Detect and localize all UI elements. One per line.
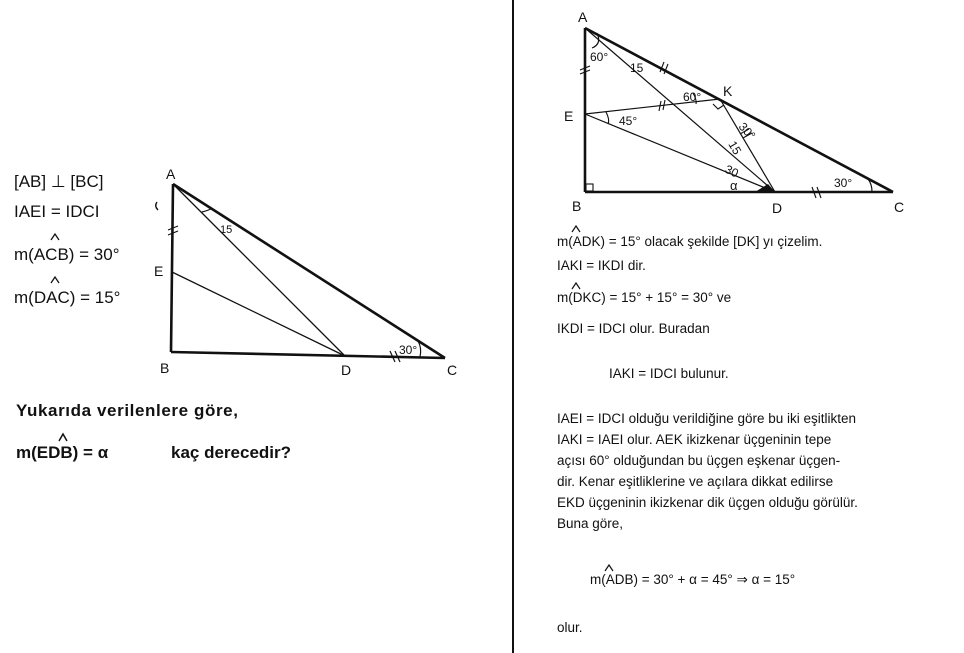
paragraph-line-1: IAEI = IDCI olduğu verildiğine göre bu iki eşitlikten bbox=[557, 411, 857, 426]
given-perpendicular: [AB] ⊥ [BC] bbox=[14, 172, 104, 191]
final-equation: m(ADB) = 30° + α = 45° ⇒ α = 15° bbox=[590, 572, 796, 587]
paragraph-line-6: Buna göre, bbox=[557, 516, 624, 531]
angle-15-label: 15 bbox=[220, 224, 233, 236]
label-c: C bbox=[894, 199, 905, 215]
question-line-1: Yukarıda verilenlere göre, bbox=[16, 401, 239, 420]
segment-ad bbox=[585, 28, 775, 192]
side-ac bbox=[173, 184, 445, 358]
label-a: A bbox=[578, 9, 588, 25]
label-d: D bbox=[341, 362, 352, 378]
solution-line-4: IKDI = IDCI olur. Buradan bbox=[557, 321, 710, 336]
given-angle-dac: m(DAC) = 15° bbox=[14, 288, 121, 307]
paragraph-line-3: açısı 60° olduğundan bu üçgen eşkenar üçgen- bbox=[557, 453, 841, 468]
side-ak-15: 15 bbox=[630, 61, 644, 75]
closing-word: olur. bbox=[557, 620, 583, 635]
hat-mark-question bbox=[0, 0, 200, 460]
question-line-2-rhs: kaç derecedir? bbox=[171, 443, 292, 462]
paragraph-line-4: dir. Kenar eşitliklerine ve açılara dikkat edilirse bbox=[557, 474, 834, 489]
angle-d-30: 30 bbox=[722, 162, 741, 181]
given-angle-acb: m(ACB) = 30° bbox=[14, 245, 120, 264]
paragraph-line-5: EKD üçgeninin ikizkenar dik üçgen olduğu görülür. bbox=[557, 495, 858, 510]
column-divider bbox=[512, 0, 514, 653]
question-line-2-lhs: m(EDB) = α bbox=[16, 443, 109, 462]
angle-c-30: 30° bbox=[834, 176, 853, 190]
angle-e-45: 45° bbox=[619, 114, 638, 128]
arc-dac bbox=[202, 208, 212, 212]
angle-a-60: 60° bbox=[590, 50, 609, 64]
side-kd-15: 15 bbox=[725, 138, 745, 158]
solution-line-3: m(DKC) = 15° + 15° = 30° ve bbox=[557, 290, 732, 305]
label-a: A bbox=[166, 166, 176, 182]
label-e: E bbox=[154, 263, 164, 279]
solution-line-1: m(ADK) = 15° olacak şekilde [DK] yı çizelim. bbox=[557, 234, 823, 249]
label-k: K bbox=[723, 83, 733, 99]
solution-line-5: IAKI = IDCI bulunur. bbox=[609, 366, 729, 381]
angle-k-30: 30° bbox=[735, 119, 759, 143]
angle-k-60: 60° bbox=[683, 90, 702, 104]
label-c: C bbox=[447, 362, 458, 378]
label-b: B bbox=[572, 198, 582, 214]
label-e: E bbox=[564, 108, 574, 124]
label-b: B bbox=[160, 360, 170, 376]
right-triangle-figure bbox=[550, 0, 920, 225]
label-d: D bbox=[772, 200, 783, 216]
angle-alpha: α bbox=[730, 178, 738, 193]
angle-30-label: 30° bbox=[399, 343, 418, 357]
solution-line-2: IAKI = IKDI dir. bbox=[557, 258, 646, 273]
given-equality: IAEI = IDCI bbox=[14, 202, 100, 221]
paragraph-line-2: IAKI = IAEI olur. AEK ikizkenar üçgeninin tepe bbox=[557, 432, 832, 447]
hat-marks-right bbox=[550, 220, 670, 580]
